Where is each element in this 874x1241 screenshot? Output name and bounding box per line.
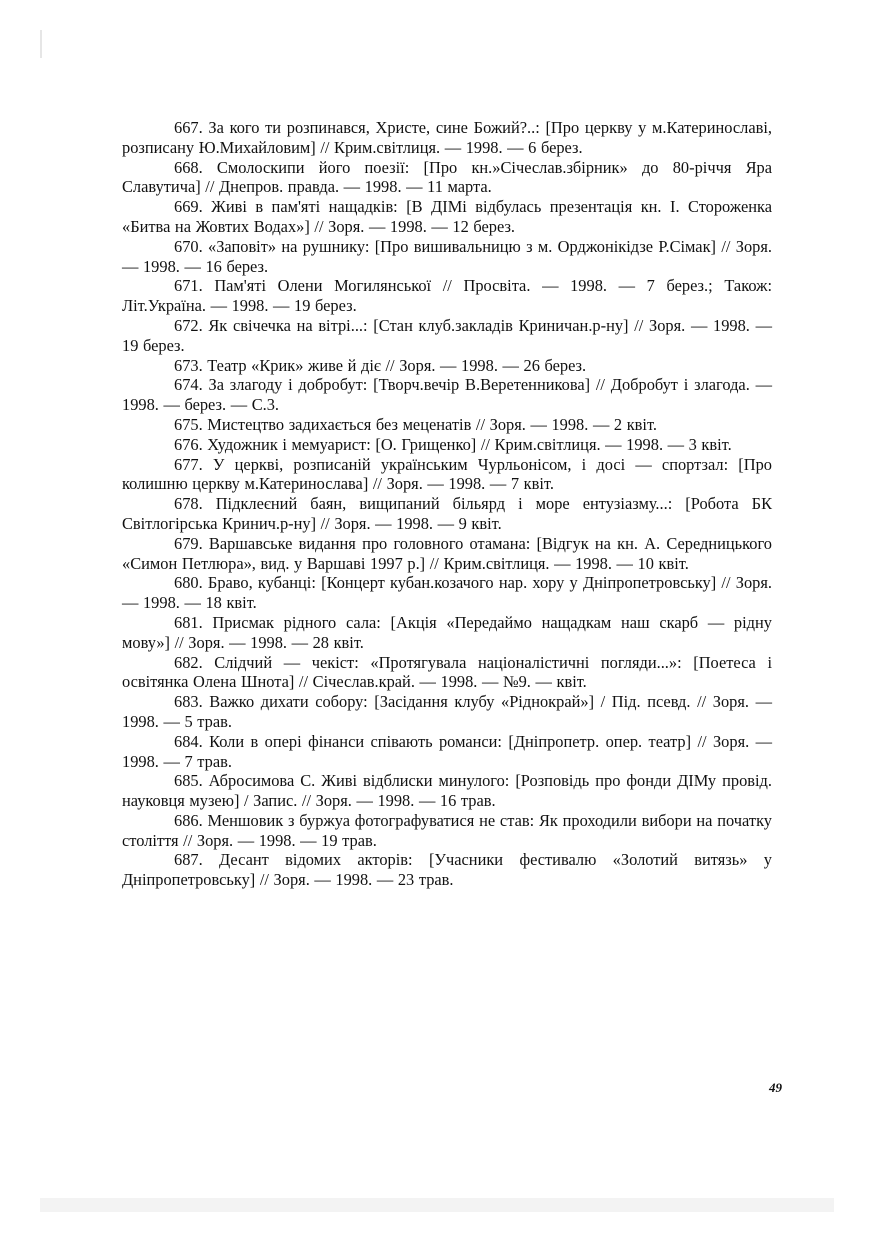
bibliography-entry-685: 685. Абросимова С. Живі відблиски минулого: [Розповідь про фонди ДІМу провід. науковця музею] / Запис. // Зоря. — 1998. — 16 трав. <box>122 771 772 811</box>
bibliography-entry-681: 681. Присмак рідного сала: [Акція «Передаймо нащадкам наш скарб — рідну мову»] // Зоря. — 1998. — 28 квіт. <box>122 612 772 652</box>
bibliography-entry-668: 668. Смолоскипи його поезії: [Про кн.»Січеслав.збірник» до 80-річчя Яра Славутича] // Днепров. правда. — 1998. — 11 марта. <box>122 157 772 197</box>
bibliography-entry-687: 687. Десант відомих акторів: [Учасники фестивалю «Золотий витязь» у Дніпропетровську] // Зоря. — 1998. — 23 трав. <box>122 850 772 890</box>
bibliography-entry-682: 682. Слідчий — чекіст: «Протягувала націоналістичні погляди...»: [Поетеса і освітянка Олена Шнота] // Січеслав.край. — 1998. — №9. — квіт. <box>122 652 772 692</box>
bibliography-entry-671: 671. Пам'яті Олени Могилянської // Просвіта. — 1998. — 7 берез.; Також: Літ.Україна. — 1998. — 19 берез. <box>122 276 772 316</box>
bibliography-entry-679: 679. Варшавське видання про головного отамана: [Відгук на кн. А. Середницького «Симон Петлюра», вид. у Варшаві 1997 р.] // Крим.світлиця. — 1998. — 10 квіт. <box>122 533 772 573</box>
bibliography-entry-686: 686. Меншовик з буржуа фотографуватися не став: Як проходили вибори на початку століття // Зоря. — 1998. — 19 трав. <box>122 810 772 850</box>
bibliography-entry-683: 683. Важко дихати собору: [Засідання клубу «Ріднокрай»] / Під. псевд. // Зоря. — 1998. — 5 трав. <box>122 692 772 731</box>
bibliography-entry-677: 677. У церкві, розписаній українським Чурльонісом, і досі — спортзал: [Про колишню церкву м.Катеринослава] // Зоря. — 1998. — 7 квіт. <box>122 454 772 494</box>
bibliography-entry-674: 674. За злагоду і добробут: [Творч.вечір В.Веретенникова] // Добробут і злагода. — 1998. — берез. — С.3. <box>122 375 772 415</box>
bibliography-entry-675: 675. Мистецтво задихається без меценатів // Зоря. — 1998. — 2 квіт. <box>174 414 658 434</box>
bibliography-entry-678: 678. Підклеєний баян, вищипаний більярд і море ентузіазму...: [Робота БК Світлогірська Кринич.р-ну] // Зоря. — 1998. — 9 квіт. <box>122 494 772 533</box>
bibliography-entry-669: 669. Живі в пам'яті нащадків: [В ДІМі відбулась презентація кн. І. Стороженка «Битва на Жовтих Водах»] // Зоря. — 1998. — 12 берез. <box>122 197 772 236</box>
bibliography-entry-673: 673. Театр «Крик» живе й діє // Зоря. — 1998. — 26 берез. <box>174 355 587 375</box>
scan-edge-mark <box>40 30 42 58</box>
bibliography-entry-672: 672. Як свічечка на вітрі...: [Стан клуб.закладів Криничан.р-ну] // Зоря. — 1998. — 19 берез. <box>122 315 772 355</box>
scan-bottom-edge <box>40 1198 834 1212</box>
bibliography-entry-684: 684. Коли в опері фінанси співають романси: [Дніпропетр. опер. театр] // Зоря. — 1998. — 7 трав. <box>122 731 772 771</box>
bibliography-entry-676: 676. Художник і мемуарист: [О. Грищенко] // Крим.світлиця. — 1998. — 3 квіт. <box>174 434 732 454</box>
page-number: 49 <box>769 1080 782 1095</box>
bibliography-entry-680: 680. Браво, кубанці: [Концерт кубан.козачого нар. хору у Дніпропетровську] // Зоря. — 1998. — 18 квіт. <box>122 573 772 613</box>
bibliography-list <box>122 118 772 890</box>
bibliography-entry-667: 667. За кого ти розпинався, Христе, сине Божий?..: [Про церкву у м.Катеринославі, розписану Ю.Михайловим] // Крим.світлиця. — 1998. — 6 берез. <box>122 118 772 157</box>
bibliography-entry-670: 670. «Заповіт» на рушнику: [Про вишивальницю з м. Орджонікідзе Р.Сімак] // Зоря. — 1998. — 16 берез. <box>122 236 772 276</box>
